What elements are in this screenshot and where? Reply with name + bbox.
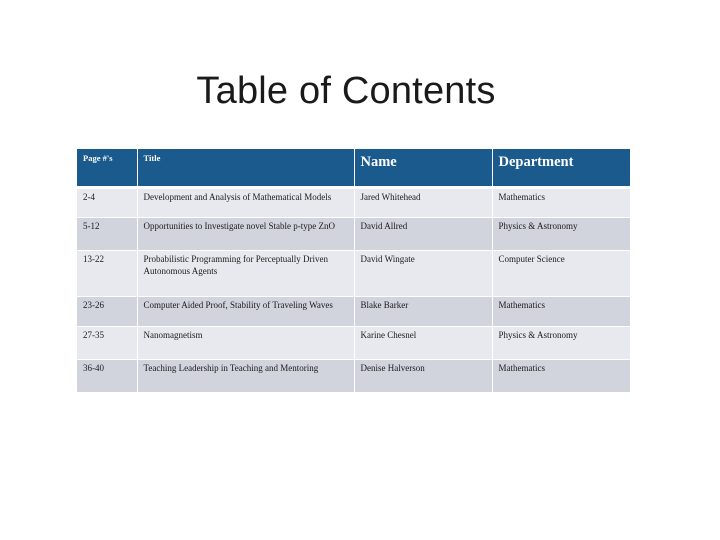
cell-department: Physics & Astronomy [492,218,630,251]
cell-pages: 27-35 [77,327,137,360]
cell-name: David Allred [354,218,492,251]
cell-name: Jared Whitehead [354,188,492,218]
cell-title: Opportunities to Investigate novel Stable p-type ZnO [137,218,354,251]
cell-title: Nanomagnetism [137,327,354,360]
table-row [77,327,630,360]
header-pages: Page #'s [77,149,137,188]
cell-pages: 36-40 [77,360,137,393]
cell-title: Computer Aided Proof, Stability of Traveling Waves [137,297,354,327]
table-row [77,218,630,251]
table-row [77,297,630,327]
header-title: Title [137,149,354,188]
cell-department: Mathematics [492,188,630,218]
cell-title: Teaching Leadership in Teaching and Mentoring [137,360,354,393]
cell-pages: 5-12 [77,218,137,251]
cell-pages: 2-4 [77,188,137,218]
cell-title: Probabilistic Programming for Perceptually Driven Autonomous Agents [137,251,354,297]
cell-pages: 23-26 [77,297,137,327]
header-name: Name [354,149,492,188]
cell-department: Mathematics [492,297,630,327]
table-row [77,251,630,297]
cell-department: Mathematics [492,360,630,393]
header-department: Department [492,149,630,188]
table-row [77,188,630,218]
cell-title: Development and Analysis of Mathematical Models [137,188,354,218]
cell-name: Karine Chesnel [354,327,492,360]
cell-name: David Wingate [354,251,492,297]
slide-title: Table of Contents [196,70,496,112]
table-header-row [77,149,630,188]
cell-name: Blake Barker [354,297,492,327]
cell-pages: 13-22 [77,251,137,297]
cell-name: Denise Halverson [354,360,492,393]
table-row [77,360,630,393]
cell-department: Computer Science [492,251,630,297]
table-of-contents [77,149,630,393]
cell-department: Physics & Astronomy [492,327,630,360]
